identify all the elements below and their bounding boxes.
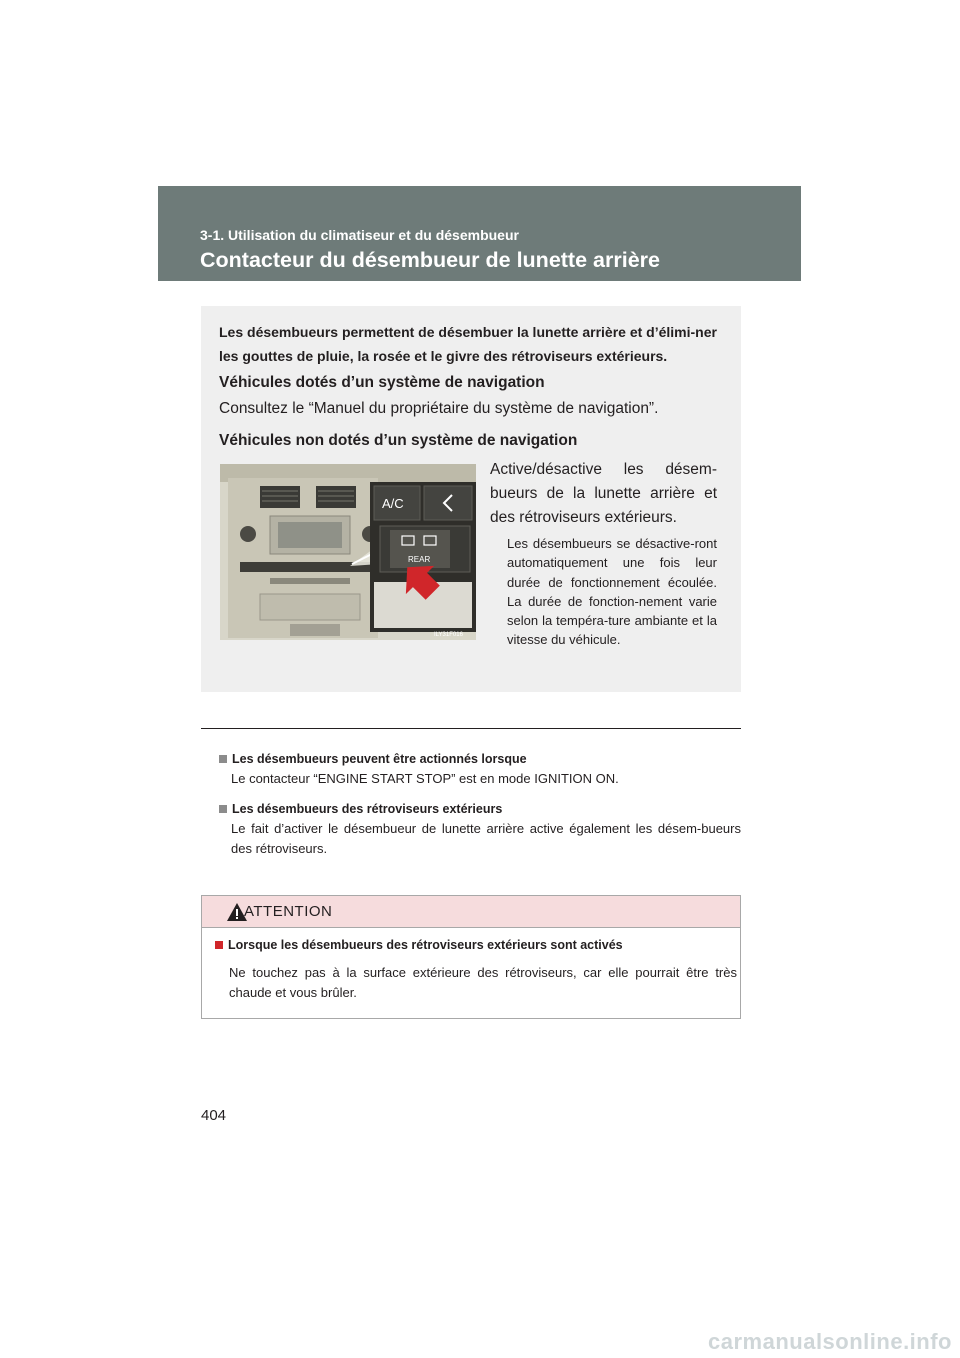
info-item: [219, 799, 741, 859]
rear-label: REAR: [408, 555, 431, 564]
info-item: [219, 749, 741, 789]
section-label: 3-1. Utilisation du climatiseur et du désembueur: [200, 227, 519, 243]
intro-box: [201, 306, 741, 692]
page-title: Contacteur du désembueur de lunette arrière: [200, 248, 660, 272]
nonnav-heading: Véhicules non dotés d’un système de navigation: [219, 432, 578, 449]
nav-heading: Véhicules dotés d’un système de navigation: [219, 374, 545, 391]
square-bullet-icon: [219, 805, 227, 813]
square-bullet-icon: [215, 941, 223, 949]
ac-label: A/C: [382, 496, 404, 511]
warning-body: Ne touchez pas à la surface extérieure des rétroviseurs, car elle pourrait être très chaude et vous brûler.: [229, 965, 737, 1000]
watermark: carmanualsonline.info: [708, 1329, 952, 1354]
item-body: Le contacteur “ENGINE START STOP” est en mode IGNITION ON.: [231, 771, 619, 786]
warning-subheading: Lorsque les désembueurs des rétroviseurs extérieurs sont activés: [228, 938, 623, 952]
switch-description: Active/désactive les désem-bueurs de la lunette arrière et des rétroviseurs extérieurs.: [490, 461, 717, 526]
switch-note: Les désembueurs se désactive-ront automatiquement une fois leur durée de fonctionnement écoulée. La durée de fonction-nement varie selon la tempéra-ture ambiante et la vitesse du véhicule.: [507, 536, 717, 648]
figure-code: ILY31F016: [434, 632, 463, 638]
warning-title: ATTENTION: [244, 903, 333, 920]
info-items: [219, 749, 741, 859]
divider: [201, 728, 741, 729]
square-bullet-icon: [219, 755, 227, 763]
chapter-header: [158, 186, 801, 281]
warning-header: [202, 896, 740, 928]
page-number: 404: [201, 1107, 227, 1124]
nav-text: Consultez le “Manuel du propriétaire du système de navigation”.: [219, 400, 659, 417]
dashboard-photo: [220, 464, 476, 640]
item-body: Le fait d’activer le désembueur de lunette arrière active également les désem-bueurs des rétroviseurs.: [231, 821, 741, 856]
warning-box: [201, 895, 741, 1019]
item-heading: Les désembueurs peuvent être actionnés lorsque: [232, 752, 527, 766]
intro-text: Les désembueurs permettent de désembuer la lunette arrière et d’élimi-ner les gouttes de pluie, la rosée et le givre des rétroviseurs extérieurs.: [219, 324, 717, 364]
item-heading: Les désembueurs des rétroviseurs extérieurs: [232, 802, 503, 816]
